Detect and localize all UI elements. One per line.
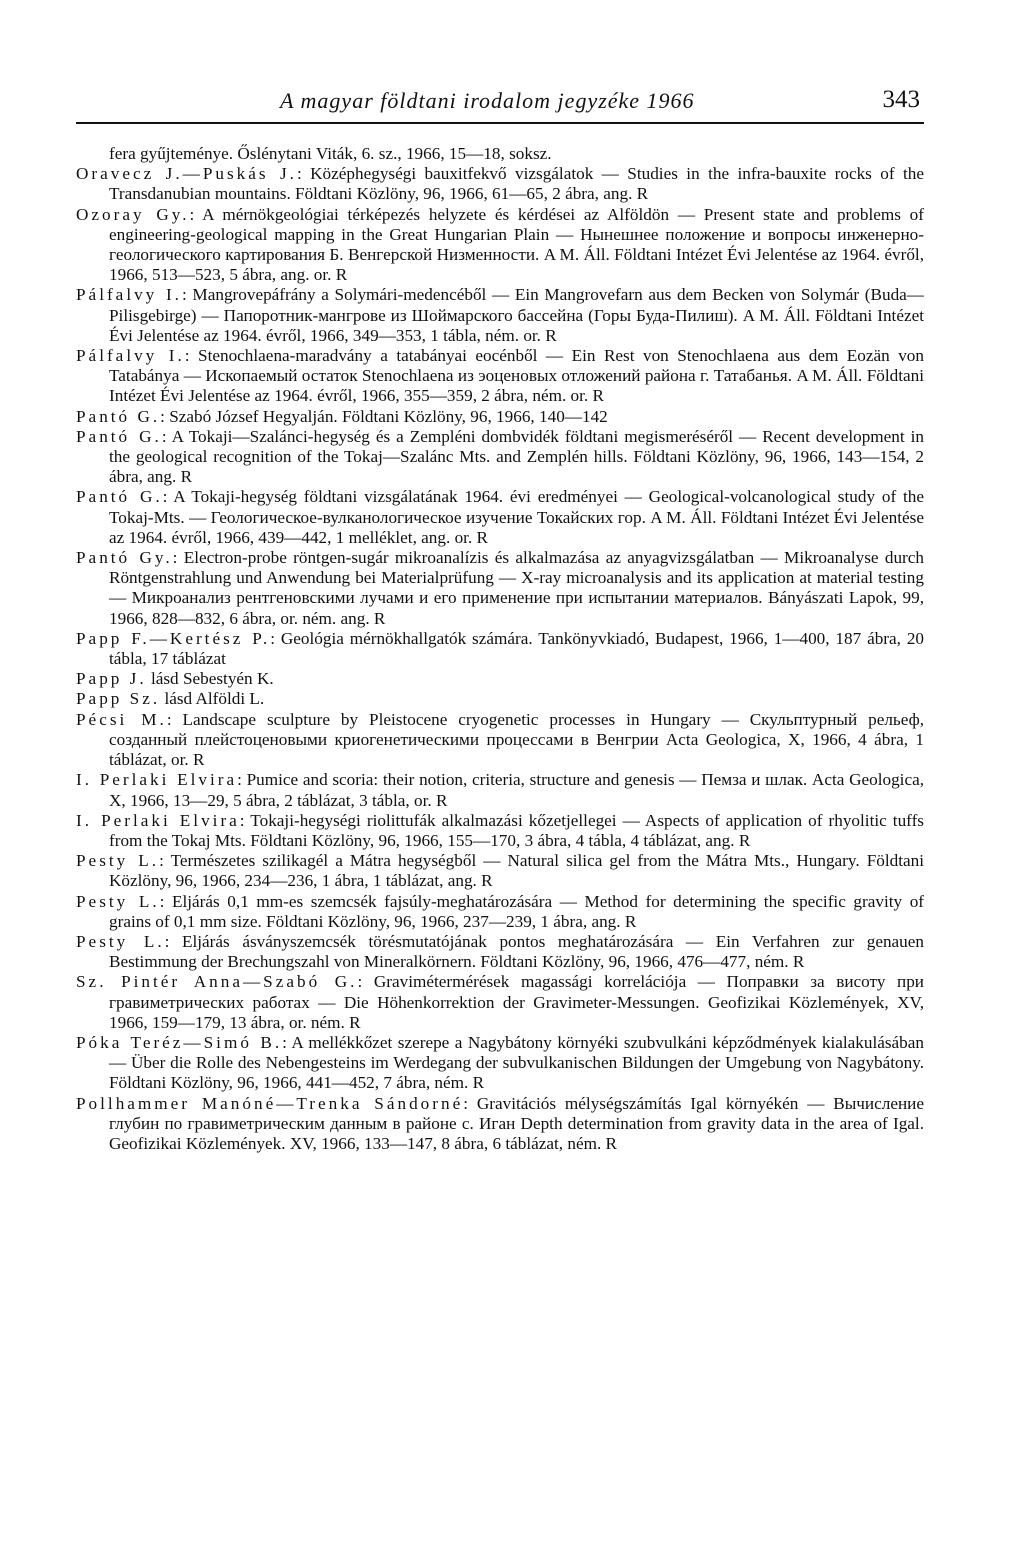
entry-text: : Landscape sculpture by Pleistocene cryogenetic processes in Hungary — Скульптурный рельеф, созданный плейстоценовыми криогенетическими процессами в Венгрии Acta Geologica, X, 1966, 4 ábra, 1 táblázat, or. R xyxy=(109,709,925,770)
bibliography-entry xyxy=(76,811,924,851)
bibliography-entry xyxy=(76,669,924,689)
entry-author: I. Perlaki Elvira xyxy=(76,770,238,790)
entry-text: : Gravimétermérések magassági korrelációja — Поправки за висоту при гравиметрических работах — Die Höhenkorrektion der Gravimeter-Messungen. Geofizikai Közlemények, XV, 1966, 159—179, 13 ábra, or. ném. R xyxy=(109,972,924,1032)
entry-text: : A Tokaji-hegység földtani vizsgálatának 1964. évi eredményei — Geological-volcanological study of the Tokaj-Mts. — Геологическое-вулканологическое изучение Токайских гор. A M. Áll. Földtani Intézet Évi Jelentése az 1964. évről, 1966, 439—442, 1 melléklet, ang. or. R xyxy=(109,487,924,547)
bibliography-entry xyxy=(76,932,924,972)
entry-author: Pantó G. xyxy=(76,406,161,426)
bibliography-entry xyxy=(76,1094,924,1155)
entry-author: Pécsi M. xyxy=(76,709,167,729)
bibliography-entry xyxy=(76,1033,924,1094)
entry-author: Pálfalvy I. xyxy=(76,285,182,305)
entry-author: Pesty L. xyxy=(76,851,160,871)
entry-text: : Természetes szilikagél a Mátra hegységből — Natural silica gel from the Mátra Mts., Hungary. Földtani Közlöny, 96, 1966, 234—236, 1 ábra, 1 táblázat, ang. R xyxy=(109,851,924,891)
entry-text: : Gravitációs mélységszámítás Igal környékén — Вычисление глубин по гравиметрическим данным в районе с. Иган Depth determination from gravity data in the area of Igal. Geofizikai Közlemények. XV, 1966, 133—147, 8 ábra, 6 táblázat, ném. R xyxy=(109,1093,924,1153)
entry-author: Pesty L. xyxy=(76,891,160,911)
bibliography-entry xyxy=(76,972,924,1033)
entry-text: : Electron-probe röntgen-sugár mikroanalízis és alkalmazása az anyagvizsgálatban — Mikroanalyse durch Röntgenstrahlung und Anwendung bei Materialprüfung — X-ray microanalysis and its application at material testing — Микроанализ рентгеновскими лучами и его применение при испытании материалов. Bányászati Lapok, 99, 1966, 828—832, 6 ábra, or. ném. ang. R xyxy=(109,548,924,628)
entry-author: Pantó G. xyxy=(76,426,162,446)
entry-text: : Tokaji-hegységi riolittufák alkalmazási kőzetjellegei — Aspects of application of rhyolitic tuffs from the Tokaj Mts. Földtani Közlöny, 96, 1966, 155—170, 3 ábra, 4 tábla, 4 táblázat, ang. R xyxy=(109,810,924,850)
bibliography-entry xyxy=(76,689,924,709)
entry-text: : Eljárás ásványszemcsék törésmutatójának pontos meghatározására — Ein Verfahren zur genauen Bestimmung der Brechungszahl von Mineralkörnern. Földtani Közlöny, 96, 1966, 476—477, ném. R xyxy=(109,931,924,972)
entry-text: fera gyűjteménye. Őslénytani Viták, 6. sz., 1966, 15—18, soksz. xyxy=(109,144,552,163)
page-header xyxy=(76,86,924,124)
running-title: A magyar földtani irodalom jegyzéke 1966 xyxy=(280,88,695,113)
entry-author: Oravecz J.—Puskás J. xyxy=(76,164,297,184)
entry-author: I. Perlaki Elvira xyxy=(76,810,240,830)
entry-author: Ozoray Gy. xyxy=(76,204,190,224)
entry-text: : Stenochlaena-maradvány a tatabányai eocénből — Ein Rest von Stenochlaena aus dem Eozän von Tatabánya — Ископаемый остаток Stenochlaena из эоценовых отложений района г. Татабанья. A M. Áll. Földtani Intézet Évi Jelentése az 1964. évről, 1966, 355—359, 2 ábra, ném. or. R xyxy=(109,346,924,406)
bibliography-entry xyxy=(76,892,924,932)
entry-text: lásd Sebestyén K. xyxy=(146,669,274,689)
entry-text: lásd Alföldi L. xyxy=(160,689,265,709)
entry-text: : Geológia mérnökhallgatók számára. Tankönyvkiadó, Budapest, 1966, 1—400, 187 ábra, 20 tábla, 17 táblázat xyxy=(109,628,925,669)
bibliography-list xyxy=(76,144,924,1154)
bibliography-entry xyxy=(76,710,924,771)
entry-author: Papp Sz. xyxy=(76,689,161,709)
bibliography-entry xyxy=(76,407,924,427)
entry-text: : A mérnökgeológiai térképezés helyzete és kérdései az Alföldön — Present state and problems of engineering-geological mapping in the Great Hungarian Plain — Нынешнее положение и вопросы инженерно-геологического картирования Б. Венгерской Низменности. A M. Áll. Földtani Intézet Évi Jelentése az 1964. évről, 1966, 513—523, 5 ábra, ang. or. R xyxy=(109,204,924,285)
bibliography-entry xyxy=(76,487,924,548)
bibliography-entry xyxy=(76,629,924,669)
bibliography-entry xyxy=(76,144,924,164)
entry-text: : Középhegységi bauxitfekvő vizsgálatok — Studies in the infra-bauxite rocks of the Transdanubian mountains. Földtani Közlöny, 96, 1966, 61—65, 2 ábra, ang. R xyxy=(109,164,924,204)
entry-author: Pálfalvy I. xyxy=(76,346,185,366)
entry-author: Pantó Gy. xyxy=(76,548,173,568)
entry-author: Póka Teréz—Simó B. xyxy=(76,1032,283,1052)
entry-text: : A Tokaji—Szalánci-hegység és a Zempléni dombvidék földtani megismeréséről — Recent development in the geological recognition of the Tokaj—Szalánc Mts. and Zemplén hills. Földtani Közlöny, 96, 1966, 143—154, 2 ábra, ang. R xyxy=(109,426,924,487)
bibliography-entry xyxy=(76,770,924,810)
entry-text: : Szabó József Hegyalján. Földtani Közlöny, 96, 1966, 140—142 xyxy=(160,406,608,426)
bibliography-entry xyxy=(76,851,924,891)
entry-author: Sz. Pintér Anna—Szabó G. xyxy=(76,972,358,992)
entry-author: Papp F.—Kertész P. xyxy=(76,628,271,648)
entry-text: : Pumice and scoria: their notion, criteria, structure and genesis — Пемза и шлак. Acta Geologica, X, 1966, 13—29, 5 ábra, 2 táblázat, 3 tábla, or. R xyxy=(109,770,925,810)
entry-text: : Eljárás 0,1 mm-es szemcsék fajsúly-meghatározására — Method for determining the specific gravity of grains of 0,1 mm size. Földtani Közlöny, 96, 1966, 237—239, 1 ábra, ang. R xyxy=(109,891,925,931)
entry-author: Pollhammer Manóné—Trenka Sándorné xyxy=(76,1093,464,1113)
entry-author: Pesty L. xyxy=(76,931,165,951)
bibliography-entry xyxy=(76,548,924,629)
entry-author: Papp J. xyxy=(76,669,147,689)
bibliography-entry xyxy=(76,285,924,346)
bibliography-entry xyxy=(76,346,924,407)
entry-text: : A mellékkőzet szerepe a Nagybátony környéki szubvulkáni képződmények kialakulásában — Über die Rolle des Nebengesteins im Werdegang der subvulkanischen Bildungen der Umgebung von Nagybátony. Földtani Közlöny, 96, 1966, 441—452, 7 ábra, ném. R xyxy=(109,1032,925,1093)
entry-author: Pantó G. xyxy=(76,487,163,507)
bibliography-entry xyxy=(76,164,924,204)
entry-text: : Mangrovepáfrány a Solymári-medencéből — Ein Mangrovefarn aus dem Becken von Solymár (Buda—Pilisgebirge) — Папоротник-мангрове из Шоймарского бассейна (Горы Буда-Пилиш). A M. Áll. Földtani Intézet Évi Jelentése az 1964. évről, 1966, 349—353, 1 tábla, ném. or. R xyxy=(109,285,924,345)
bibliography-entry xyxy=(76,205,924,286)
page-number: 343 xyxy=(882,86,920,113)
bibliography-entry xyxy=(76,427,924,488)
